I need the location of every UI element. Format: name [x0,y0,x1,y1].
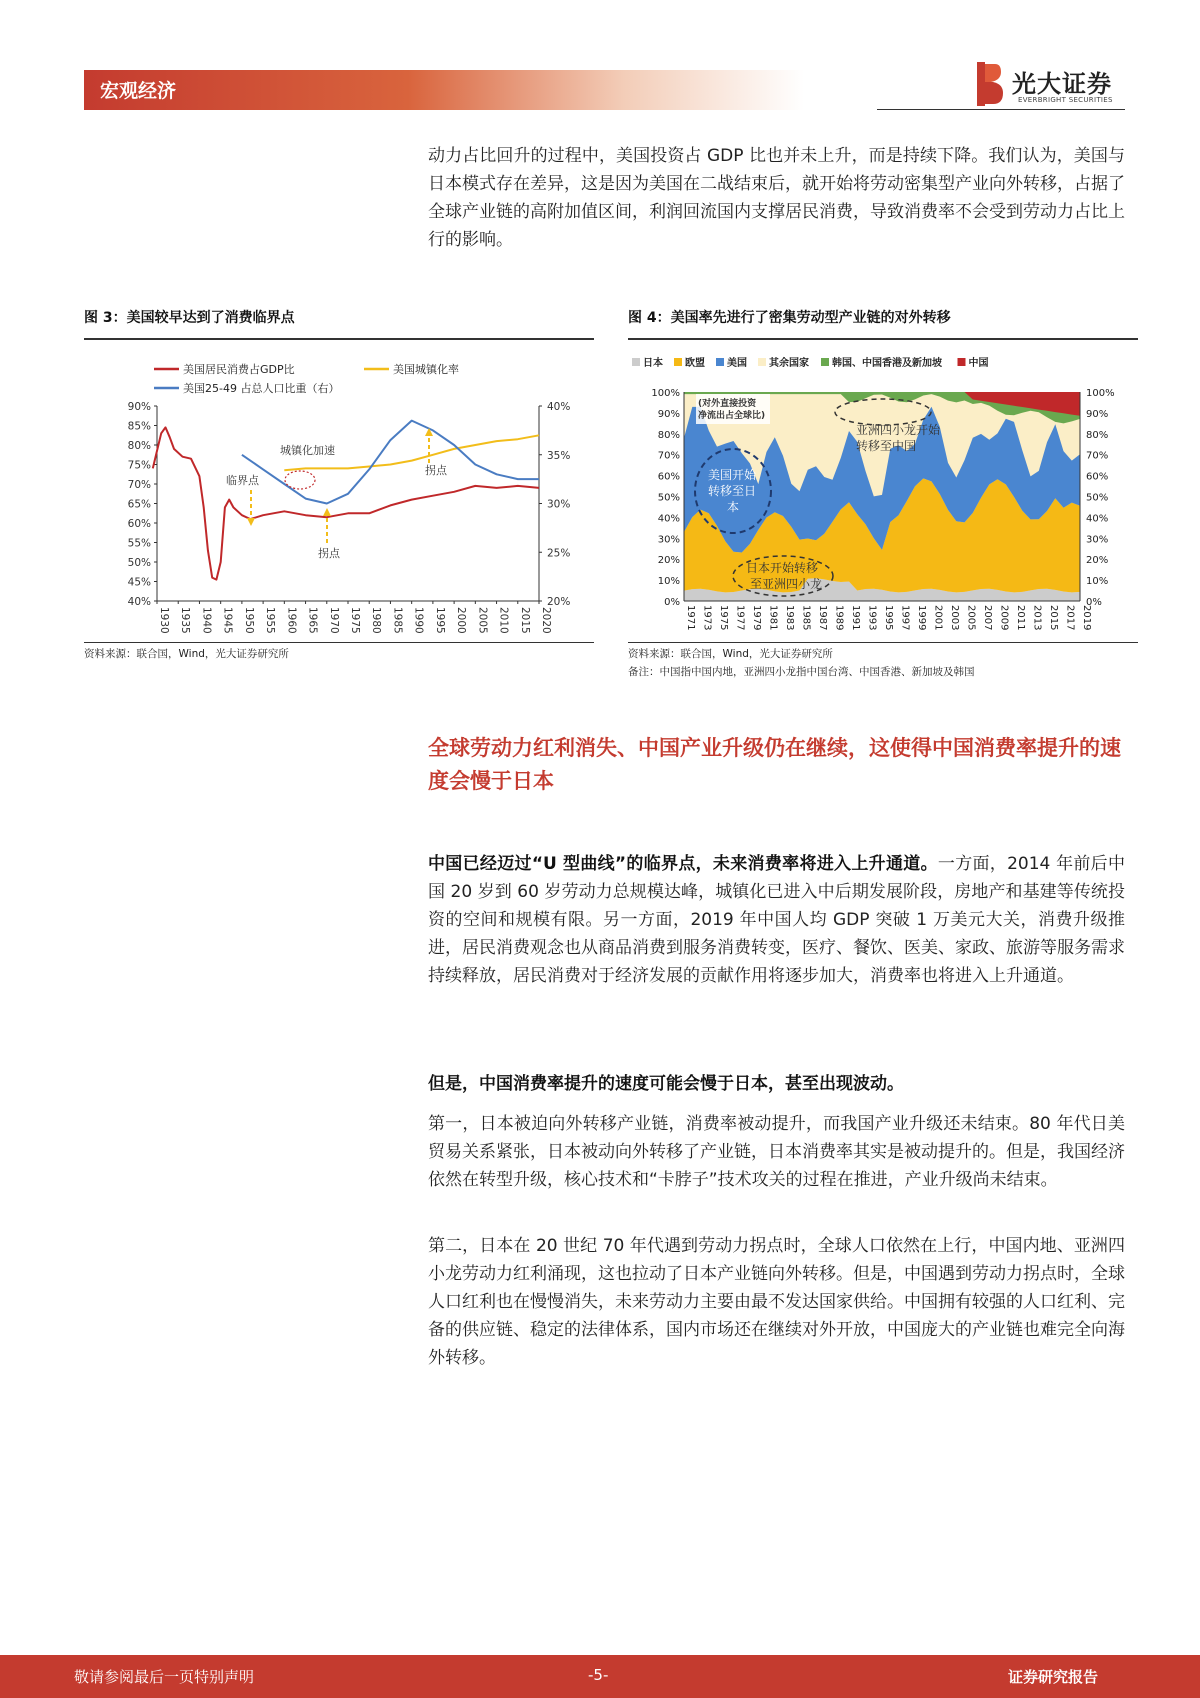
svg-text:转移至日: 转移至日 [708,484,757,498]
f4-x-tick-label: 1997 [899,605,911,631]
f4-legend-swatch-0 [632,358,640,366]
f4-legend-label-2: 美国 [727,358,747,369]
f3-x-tick-label: 2015 [518,607,531,634]
f4-left-tick-label: 30% [657,534,680,546]
annotation-fdi-note-2: 净流出占全球比) [698,411,766,421]
f4-x-tick-label: 1985 [800,605,812,631]
f3-x-tick-label: 2005 [476,607,489,634]
f4-right-tick-label: 70% [1086,450,1109,462]
intro-paragraph: 动力占比回升的过程中，美国投资占 GDP 比也并未上升，而是持续下降。我们认为，美国与日本模式存在差异，这是因为美国在二战结束后，就开始将劳动密集型产业向外转移，占据了全球产业链的高附加值区间，利润回流国内支撑居民消费，导致消费率不会受到劳动力占比上行的影响。 [428,146,1125,250]
f3-x-tick-label: 1965 [306,607,319,634]
f4-x-tick-label: 2019 [1081,605,1092,631]
legend-population-label: 美国25-49 占总人口比重（右） [183,382,340,395]
paragraph-1-body: 一方面，2014 年前后中国 20 岁到 60 岁劳动力总规模达峰，城镇化已进入中后期发展阶段，房地产和基建等传统投资的空间和规模有限。另一方面，2019 年中国人均 GDP 突破 1 万美元大关，消费升级推进，居民消费观念也从商品消费到服务消费转变，医疗、餐饮、医美、家政、旅游等服务需求持续释放，居民消费对于经济发展的贡献作用将逐步加大，消费率也将进入上升通道。 [428,854,1125,986]
annotation-dragons-to-china: 亚洲四小龙开始 [856,423,941,437]
figure3-title: 图 3：美国较早达到了消费临界点 [84,310,295,326]
figure3-rule-bottom [84,642,594,643]
f3-x-tick-label: 1955 [264,607,277,634]
annotation-fdi-note: (对外直接投资 [698,399,757,409]
page-number: -5- [588,1666,609,1684]
f3-left-tick-label: 85% [127,420,151,433]
f4-x-tick-label: 1973 [701,605,713,631]
legend-consumption-label: 美国居民消费占GDP比 [183,363,295,376]
header-rule [877,109,1125,110]
f3-x-tick-label: 1980 [370,607,383,634]
f4-right-tick-label: 0% [1086,597,1102,608]
f4-x-tick-label: 1995 [883,605,894,631]
f3-x-tick-label: 1945 [221,607,234,634]
f4-legend-swatch-5 [958,358,966,366]
f4-x-tick-label: 1999 [916,605,927,631]
f3-right-tick-label: 20% [547,596,571,608]
f3-x-tick-label: 1935 [179,607,192,634]
footer-report-type: 证券研究报告 [1008,1668,1099,1686]
figure4-source: 资料来源：联合国，Wind，光大证券研究所 [628,648,833,660]
f3-x-tick-label: 2010 [497,607,510,634]
f4-legend-label-5: 中国 [968,358,989,369]
annotation-critical-point: 临界点 [226,474,259,487]
f3-x-tick-label: 1975 [349,607,361,634]
f3-x-tick-label: 2000 [455,607,468,634]
f4-left-tick-label: 50% [657,492,680,504]
f4-right-tick-label: 100% [1086,388,1115,399]
paragraph-2 [428,1070,1125,1098]
f4-x-tick-label: 2003 [949,605,960,631]
annotation-turning-point-low: 拐点 [318,547,340,560]
f4-left-tick-label: 60% [657,471,680,483]
f4-x-tick-label: 1993 [866,605,878,631]
f3-right-tick-label: 35% [547,449,571,462]
everbright-logo-icon [977,62,1003,106]
f4-legend-swatch-3 [758,358,766,366]
f4-legend-swatch-4 [821,358,829,366]
f4-x-tick-label: 1979 [751,605,762,631]
f3-left-tick-label: 40% [127,596,151,608]
figure4-chart [628,350,1138,640]
f3-left-tick-label: 90% [127,401,151,413]
f4-right-tick-label: 60% [1086,471,1109,483]
f3-x-tick-label: 1995 [433,607,446,634]
f4-left-tick-label: 70% [657,450,680,462]
svg-text:至亚洲四小龙: 至亚洲四小龙 [750,577,823,591]
f4-x-tick-label: 2009 [998,605,1010,631]
f3-left-tick-label: 80% [127,440,151,452]
f4-x-tick-label: 2011 [1015,605,1026,631]
f4-x-tick-label: 1991 [850,605,861,631]
f3-left-tick-label: 55% [127,537,151,550]
f3-x-tick-label: 1990 [412,607,425,634]
f3-x-tick-label: 1960 [285,607,298,634]
f3-left-tick-label: 75% [127,459,151,472]
annotation-urbanization: 城镇化加速 [280,444,335,457]
f4-left-tick-label: 10% [657,576,680,588]
figure4-title: 图 4：美国率先进行了密集劳动型产业链的对外转移 [628,310,951,326]
paragraph-2-lead: 但是，中国消费率提升的速度可能会慢于日本，甚至出现波动。 [428,1074,904,1094]
f4-right-tick-label: 40% [1086,513,1109,525]
f4-left-tick-label: 0% [664,597,680,608]
section-heading: 全球劳动力红利消失、中国产业升级仍在继续，这使得中国消费率提升的速度会慢于日本 [428,736,1121,793]
f4-x-tick-label: 1989 [833,605,845,631]
f4-legend-label-0: 日本 [643,358,663,369]
figure3-rule-top [84,338,594,340]
legend-urban-label: 美国城镇化率 [393,363,459,376]
f4-right-tick-label: 50% [1086,492,1109,504]
paragraph-1 [428,850,1125,990]
logo-english: EVERBRIGHT SECURITIES [1018,96,1113,104]
f4-left-tick-label: 40% [657,513,680,525]
f4-x-tick-label: 2005 [965,605,977,631]
f4-x-tick-label: 2007 [982,605,993,631]
f4-x-tick-label: 1977 [734,605,746,631]
f3-x-tick-label: 1940 [200,607,213,634]
f4-x-tick-label: 1981 [767,605,779,631]
f3-x-tick-label: 1950 [242,607,255,634]
header-band [84,70,804,110]
f4-legend-label-3: 其余国家 [769,358,809,369]
f4-left-tick-label: 20% [657,555,680,567]
f3-left-tick-label: 50% [127,557,151,569]
figure4-note: 备注：中国指中国内地，亚洲四小龙指中国台湾、中国香港、新加坡及韩国 [628,666,975,678]
f3-left-tick-label: 45% [127,576,151,589]
f4-x-tick-label: 1983 [784,605,795,631]
f4-x-tick-label: 1971 [685,605,696,631]
paragraph-3: 第一，日本被迫向外转移产业链，消费率被动提升，而我国产业升级还未结束。80 年代日美贸易关系紧张，日本被动向外转移了产业链，日本消费率其实是被动提升的。但是，我国经济依然在转型升级，核心技术和“卡脖子”技术攻关的过程在推进，产业升级尚未结束。 [428,1114,1125,1190]
f4-right-tick-label: 20% [1086,555,1109,567]
annotation-japan-to-dragons: 日本开始转移 [746,561,819,575]
svg-text:转移至中国: 转移至中国 [856,439,917,453]
figure4-rule-top [628,338,1138,340]
f3-x-tick-label: 2020 [540,607,552,634]
f3-x-tick-label: 1930 [158,607,170,634]
paragraph-4: 第二，日本在 20 世纪 70 年代遇到劳动力拐点时，全球人口依然在上行，中国内地、亚洲四小龙劳动力红利涌现，这也拉动了日本产业链向外转移。但是，中国遇到劳动力拐点时，全球人口红利也在慢慢消失，未来劳动力主要由最不发达国家供给。中国拥有较强的人口红利、完备的供应链、稳定的法律体系，国内市场还在继续对外开放，中国庞大的产业链也难完全向海外转移。 [428,1236,1125,1368]
f4-right-tick-label: 10% [1086,576,1109,588]
f4-x-tick-label: 1987 [817,605,828,631]
f4-x-tick-label: 2013 [1031,605,1043,631]
f4-right-tick-label: 30% [1086,534,1109,546]
figure3-chart [84,350,594,640]
paragraph-1-lead: 中国已经迈过“U 型曲线”的临界点，未来消费率将进入上升通道。 [428,854,938,874]
f3-series-line-2 [242,421,539,504]
f3-left-tick-label: 70% [127,479,151,491]
svg-text:本: 本 [727,500,740,514]
f4-left-tick-label: 100% [651,388,680,399]
figure3-source: 资料来源：联合国，Wind，光大证券研究所 [84,648,289,660]
f4-right-tick-label: 80% [1086,429,1109,441]
f4-x-tick-label: 1975 [718,605,729,631]
f3-x-tick-label: 1985 [391,607,404,634]
footer-disclaimer: 敬请参阅最后一页特别声明 [74,1668,255,1686]
logo-text: 光大证券 [1012,70,1112,98]
f4-legend-label-1: 欧盟 [685,358,705,369]
f3-left-tick-label: 65% [127,498,151,511]
f4-x-tick-label: 2017 [1064,605,1076,631]
f4-x-tick-label: 2015 [1048,605,1059,631]
f3-right-tick-label: 40% [547,401,571,413]
figure4-rule-bottom [628,642,1138,643]
f4-left-tick-label: 80% [657,429,680,441]
f4-legend-swatch-1 [674,358,682,366]
section-title: 宏观经济 [100,80,177,102]
annotation-turning-point-high: 拐点 [425,464,447,477]
f4-right-tick-label: 90% [1086,408,1109,420]
f4-legend-label-4: 韩国、中国香港及新加坡 [832,358,942,369]
annotation-us-to-japan: 美国开始 [708,468,757,482]
f4-left-tick-label: 90% [657,408,680,420]
f3-right-tick-label: 25% [547,547,571,560]
f3-right-tick-label: 30% [547,498,571,511]
f3-series-line-0 [153,427,539,579]
f4-x-tick-label: 2001 [932,605,944,631]
f4-legend-swatch-2 [716,358,724,366]
urbanization-ellipse [285,471,315,489]
f3-x-tick-label: 1970 [327,607,340,634]
f3-left-tick-label: 60% [127,518,151,530]
